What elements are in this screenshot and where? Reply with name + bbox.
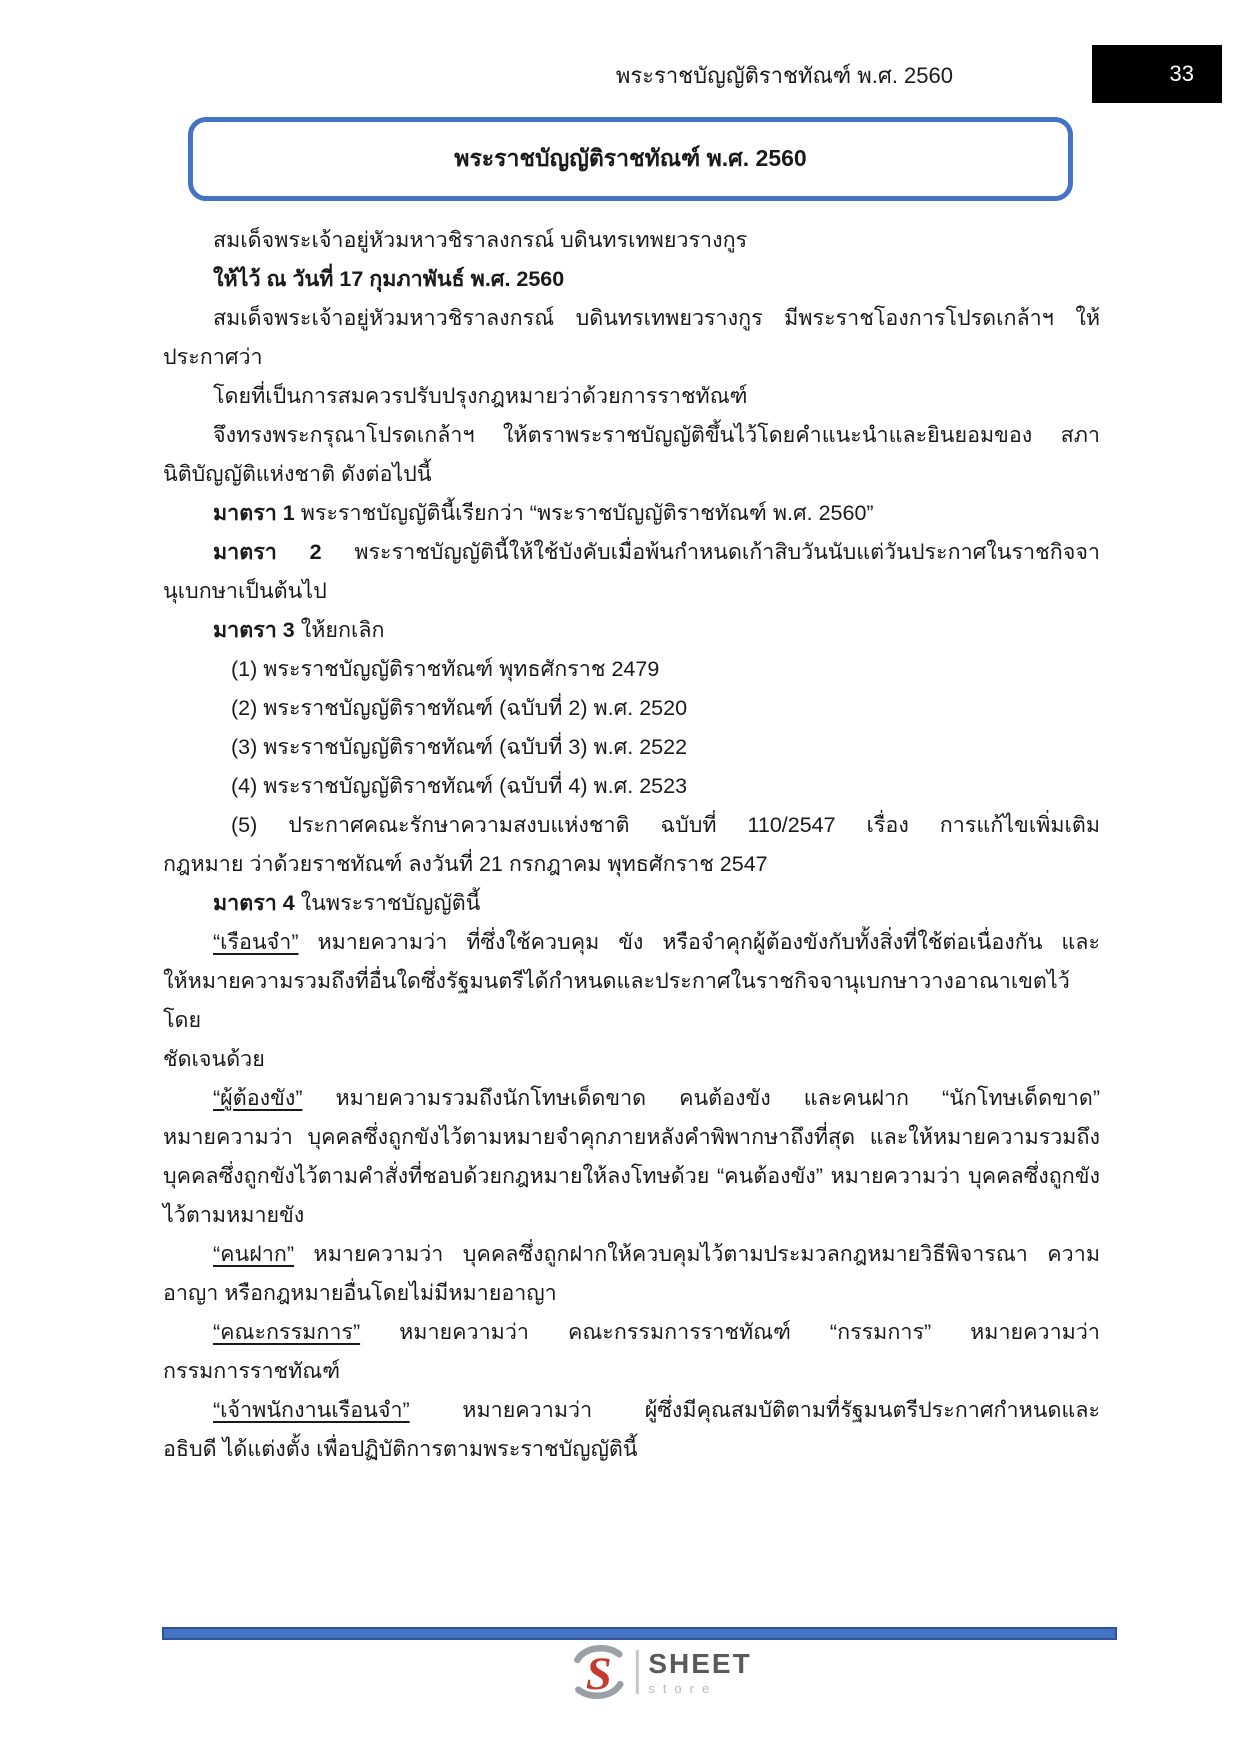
text-run: สมเด็จพระเจ้าอยู่หัวมหาวชิราลงกรณ์ บดินทรเทพยวรางกูร: [213, 228, 748, 252]
page-number: 33: [1169, 61, 1194, 86]
logo-divider: [635, 1650, 638, 1694]
footer-logo: [569, 1645, 751, 1699]
text-run: กรรมการราชทัณฑ์: [163, 1359, 341, 1383]
text-run: หมายความว่า ที่ซึ่งใช้ควบคุม ขัง หรือจำคุกผู้ต้องขังกับทั้งสิ่งที่ใช้ต่อเนื่องกัน และ: [298, 930, 1100, 954]
brand-name: SHEET: [648, 1647, 752, 1679]
document-line: [163, 650, 1100, 689]
document-line: [163, 416, 1100, 455]
brand-subtitle: store: [648, 1680, 718, 1696]
text-run: กฎหมาย ว่าด้วยราชทัณฑ์ ลงวันที่ 21 กรกฎาคม พุทธศักราช 2547: [163, 852, 768, 876]
document-line: [163, 1118, 1100, 1157]
text-run: “เรือนจำ”: [213, 930, 299, 954]
document-line: [163, 1352, 1100, 1391]
text-run: ในพระราชบัญญัตินี้: [294, 891, 481, 915]
text-run: ไว้ตามหมายขัง: [163, 1203, 305, 1227]
text-run: หมายความว่า บุคคลซึ่งถูกขังไว้ตามหมายจำคุกภายหลังคำพิพากษาถึงที่สุด และให้หมายความรวมถึง: [163, 1125, 1100, 1149]
text-run: บุคคลซึ่งถูกขังไว้ตามคำสั่งที่ชอบด้วยกฎหมายให้ลงโทษด้วย “คนต้องขัง” หมายความว่า บุคคลซึ่งถูกขัง: [163, 1164, 1100, 1188]
text-run: อาญา หรือกฎหมายอื่นโดยไม่มีหมายอาญา: [163, 1281, 557, 1305]
text-run: หมายความรวมถึงนักโทษเด็ดขาด คนต้องขัง และคนฝาก “นักโทษเด็ดขาด”: [302, 1086, 1100, 1110]
document-line: [163, 923, 1100, 962]
text-run: หมายความว่า ผู้ซึ่งมีคุณสมบัติตามที่รัฐมนตรีประกาศกำหนดและ: [409, 1398, 1100, 1422]
document-line: [163, 845, 1100, 884]
act-title: พระราชบัญญัติราชทัณฑ์ พ.ศ. 2560: [454, 145, 807, 171]
document-line: [163, 806, 1100, 845]
document-line: [163, 1313, 1100, 1352]
text-run: ชัดเจนด้วย: [163, 1047, 265, 1071]
document-line: [163, 1040, 1100, 1079]
text-run: “คณะกรรมการ”: [213, 1320, 361, 1344]
text-run: ประกาศว่า: [163, 345, 263, 369]
document-line: [163, 455, 1100, 494]
text-run: “เจ้าพนักงานเรือนจำ”: [213, 1398, 410, 1422]
document-line: [163, 338, 1100, 377]
document-line: [163, 1391, 1100, 1430]
document-line: [163, 728, 1100, 767]
text-run: โดยที่เป็นการสมควรปรับปรุงกฎหมายว่าด้วยการราชทัณฑ์: [213, 384, 748, 408]
text-run: ให้ยกเลิก: [294, 618, 385, 642]
document-line: [163, 299, 1100, 338]
document-line: [163, 689, 1100, 728]
document-line: [163, 221, 1100, 260]
text-run: (5) ประกาศคณะรักษาความสงบแห่งชาติ ฉบับที่ 110/2547 เรื่อง การแก้ไขเพิ่มเติม: [231, 813, 1100, 837]
document-line: [163, 533, 1100, 572]
text-run: ให้หมายความรวมถึงที่อื่นใดซึ่งรัฐมนตรีได้กำหนดและประกาศในราชกิจจานุเบกษาวางอาณาเขตไว้ โดย: [163, 969, 1070, 1032]
text-run: (4) พระราชบัญญัติราชทัณฑ์ (ฉบับที่ 4) พ.ศ. 2523: [231, 774, 688, 798]
text-run: มาตรา 1: [213, 501, 295, 525]
document-line: [163, 377, 1100, 416]
document-body: [163, 221, 1100, 1469]
text-run: ให้ไว้ ณ วันที่ 17 กุมภาพันธ์ พ.ศ. 2560: [213, 267, 565, 291]
text-run: (2) พระราชบัญญัติราชทัณฑ์ (ฉบับที่ 2) พ.ศ. 2520: [231, 696, 688, 720]
document-line: [163, 767, 1100, 806]
text-run: มาตรา 4: [213, 891, 295, 915]
act-title-box: [188, 117, 1073, 201]
text-run: นิติบัญญัติแห่งชาติ ดังต่อไปนี้: [163, 462, 432, 486]
text-run: (3) พระราชบัญญัติราชทัณฑ์ (ฉบับที่ 3) พ.ศ. 2522: [231, 735, 688, 759]
text-run: (1) พระราชบัญญัติราชทัณฑ์ พุทธศักราช 2479: [231, 657, 660, 681]
running-header-title: พระราชบัญญัติราชทัณฑ์ พ.ศ. 2560: [615, 63, 953, 88]
document-line: [163, 1274, 1100, 1313]
document-line: [163, 494, 1100, 533]
document-line: [163, 884, 1100, 923]
document-line: [163, 962, 1100, 1040]
text-run: หมายความว่า บุคคลซึ่งถูกฝากให้ควบคุมไว้ตามประมวลกฎหมายวิธีพิจารณา ความ: [294, 1242, 1100, 1266]
footer-divider-rule: [162, 1627, 1117, 1640]
text-run: นุเบกษาเป็นต้นไป: [163, 579, 327, 603]
sheet-store-logo-icon: [569, 1645, 627, 1699]
text-run: หมายความว่า คณะกรรมการราชทัณฑ์ “กรรมการ” หมายความว่า: [360, 1320, 1100, 1344]
text-run: สมเด็จพระเจ้าอยู่หัวมหาวชิราลงกรณ์ บดินทรเทพยวรางกูร มีพระราชโองการโปรดเกล้าฯ ให้: [213, 306, 1100, 330]
text-run: พระราชบัญญัตินี้เรียกว่า “พระราชบัญญัติราชทัณฑ์ พ.ศ. 2560”: [294, 501, 874, 525]
text-run: พระราชบัญญัตินี้ให้ใช้บังคับเมื่อพ้นกำหนดเก้าสิบวันนับแต่วันประกาศในราชกิจจา: [321, 540, 1101, 564]
document-line: [163, 1430, 1100, 1469]
text-run: “ผู้ต้องขัง”: [213, 1086, 303, 1110]
text-run: อธิบดี ได้แต่งตั้ง เพื่อปฏิบัติการตามพระราชบัญญัตินี้: [163, 1437, 638, 1461]
text-run: มาตรา 3: [213, 618, 295, 642]
text-run: มาตรา 2: [213, 540, 322, 564]
text-run: “คนฝาก”: [213, 1242, 295, 1266]
document-line: [163, 572, 1100, 611]
document-line: [163, 1235, 1100, 1274]
text-run: จึงทรงพระกรุณาโปรดเกล้าฯ ให้ตราพระราชบัญญัติขึ้นไว้โดยคำแนะนำและยินยอมของ สภา: [213, 423, 1100, 447]
document-line: [163, 260, 1100, 299]
svg-text:S: S: [585, 1648, 612, 1699]
logo-text: [648, 1647, 752, 1696]
document-line: [163, 1079, 1100, 1118]
document-line: [163, 611, 1100, 650]
page-number-box: [1092, 45, 1222, 103]
document-line: [163, 1196, 1100, 1235]
document-line: [163, 1157, 1100, 1196]
